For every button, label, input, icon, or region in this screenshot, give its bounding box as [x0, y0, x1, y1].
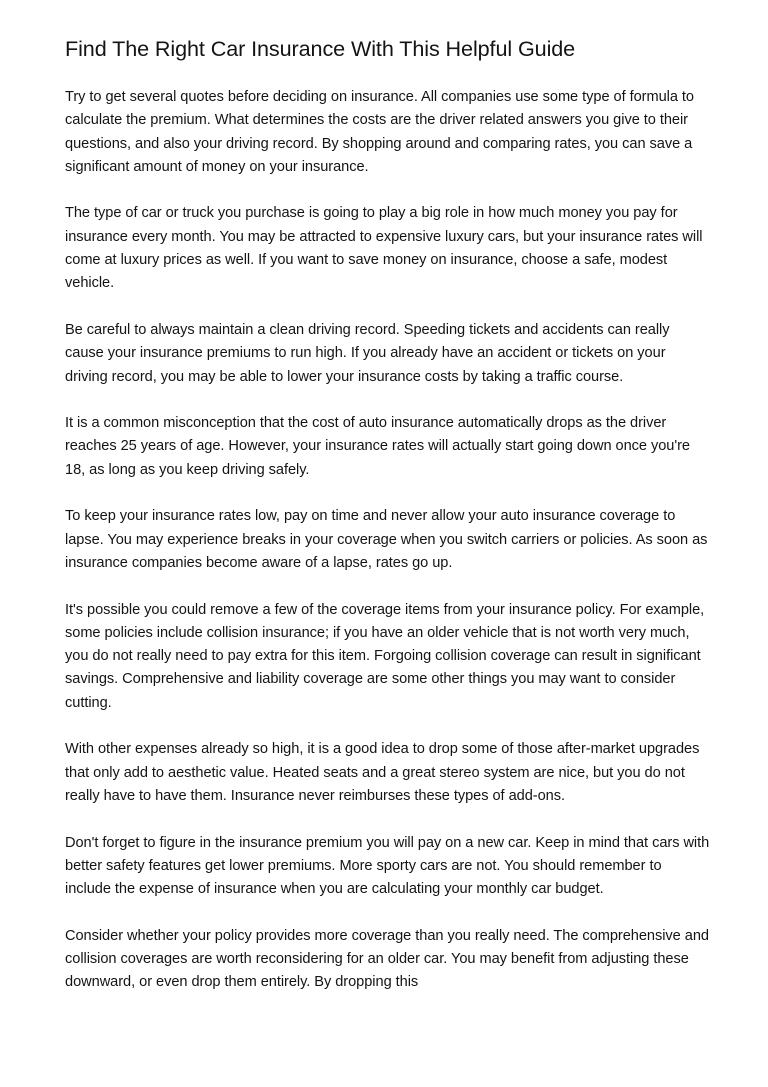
- page-title: Find The Right Car Insurance With This Helpful Guide: [65, 36, 576, 61]
- paragraph-new-car-premium: Don't forget to figure in the insurance premium you will pay on a new car. Keep in mind that cars with better safety features get lower premiums. More sporty cars are not. You should remember to include the expense of insurance when you are calculating your monthly car budget.: [65, 834, 710, 898]
- paragraph-quotes: Try to get several quotes before deciding on insurance. All companies use some type of formula to calculate the premium. What determines the costs are the driver related answers you give to their questions, and also your driving record. By shopping around and comparing rates, you can save a significant amount of money on your insurance.: [65, 89, 694, 175]
- paragraph-driving-record: Be careful to always maintain a clean driving record. Speeding tickets and accidents can really cause your insurance premiums to run high. If you already have an accident or tickets on your driving record, you may be able to lower your insurance costs by taking a traffic course.: [65, 321, 670, 385]
- paragraph-remove-coverage: It's possible you could remove a few of the coverage items from your insurance policy. For example, some policies include collision insurance; if you have an older vehicle that is not worth very much, you do not really need to pay extra for this item. Forgoing collision coverage can result in significant savings. Comprehensive and liability coverage are some other things you may want to consider cutting.: [65, 601, 705, 711]
- document-body: [65, 86, 710, 1018]
- paragraph-policy-coverage: Consider whether your policy provides more coverage than you really need. The comprehensive and collision coverages are worth reconsidering for an older car. You may benefit from adjusting these downward, or even drop them entirely. By dropping this: [65, 927, 709, 991]
- paragraph-after-market-upgrades: With other expenses already so high, it is a good idea to drop some of those after-market upgrades that only add to aesthetic value. Heated seats and a great stereo system are nice, but you do not really have to have them. Insurance never reimburses these types of add-ons.: [65, 741, 700, 804]
- paragraph-coverage-lapse: To keep your insurance rates low, pay on time and never allow your auto insurance coverage to lapse. You may experience breaks in your coverage when you switch carriers or policies. As soon as insurance companies become aware of a lapse, rates go up.: [65, 508, 708, 571]
- paragraph-age-misconception: It is a common misconception that the cost of auto insurance automatically drops as the driver reaches 25 years of age. However, your insurance rates will actually start going down once you're 18, as long as you keep driving safely.: [65, 415, 690, 478]
- paragraph-car-type: The type of car or truck you purchase is going to play a big role in how much money you pay for insurance every month. You may be attracted to expensive luxury cars, but your insurance rates will come at luxury prices as well. If you want to save money on insurance, choose a safe, modest vehicle.: [65, 205, 703, 292]
